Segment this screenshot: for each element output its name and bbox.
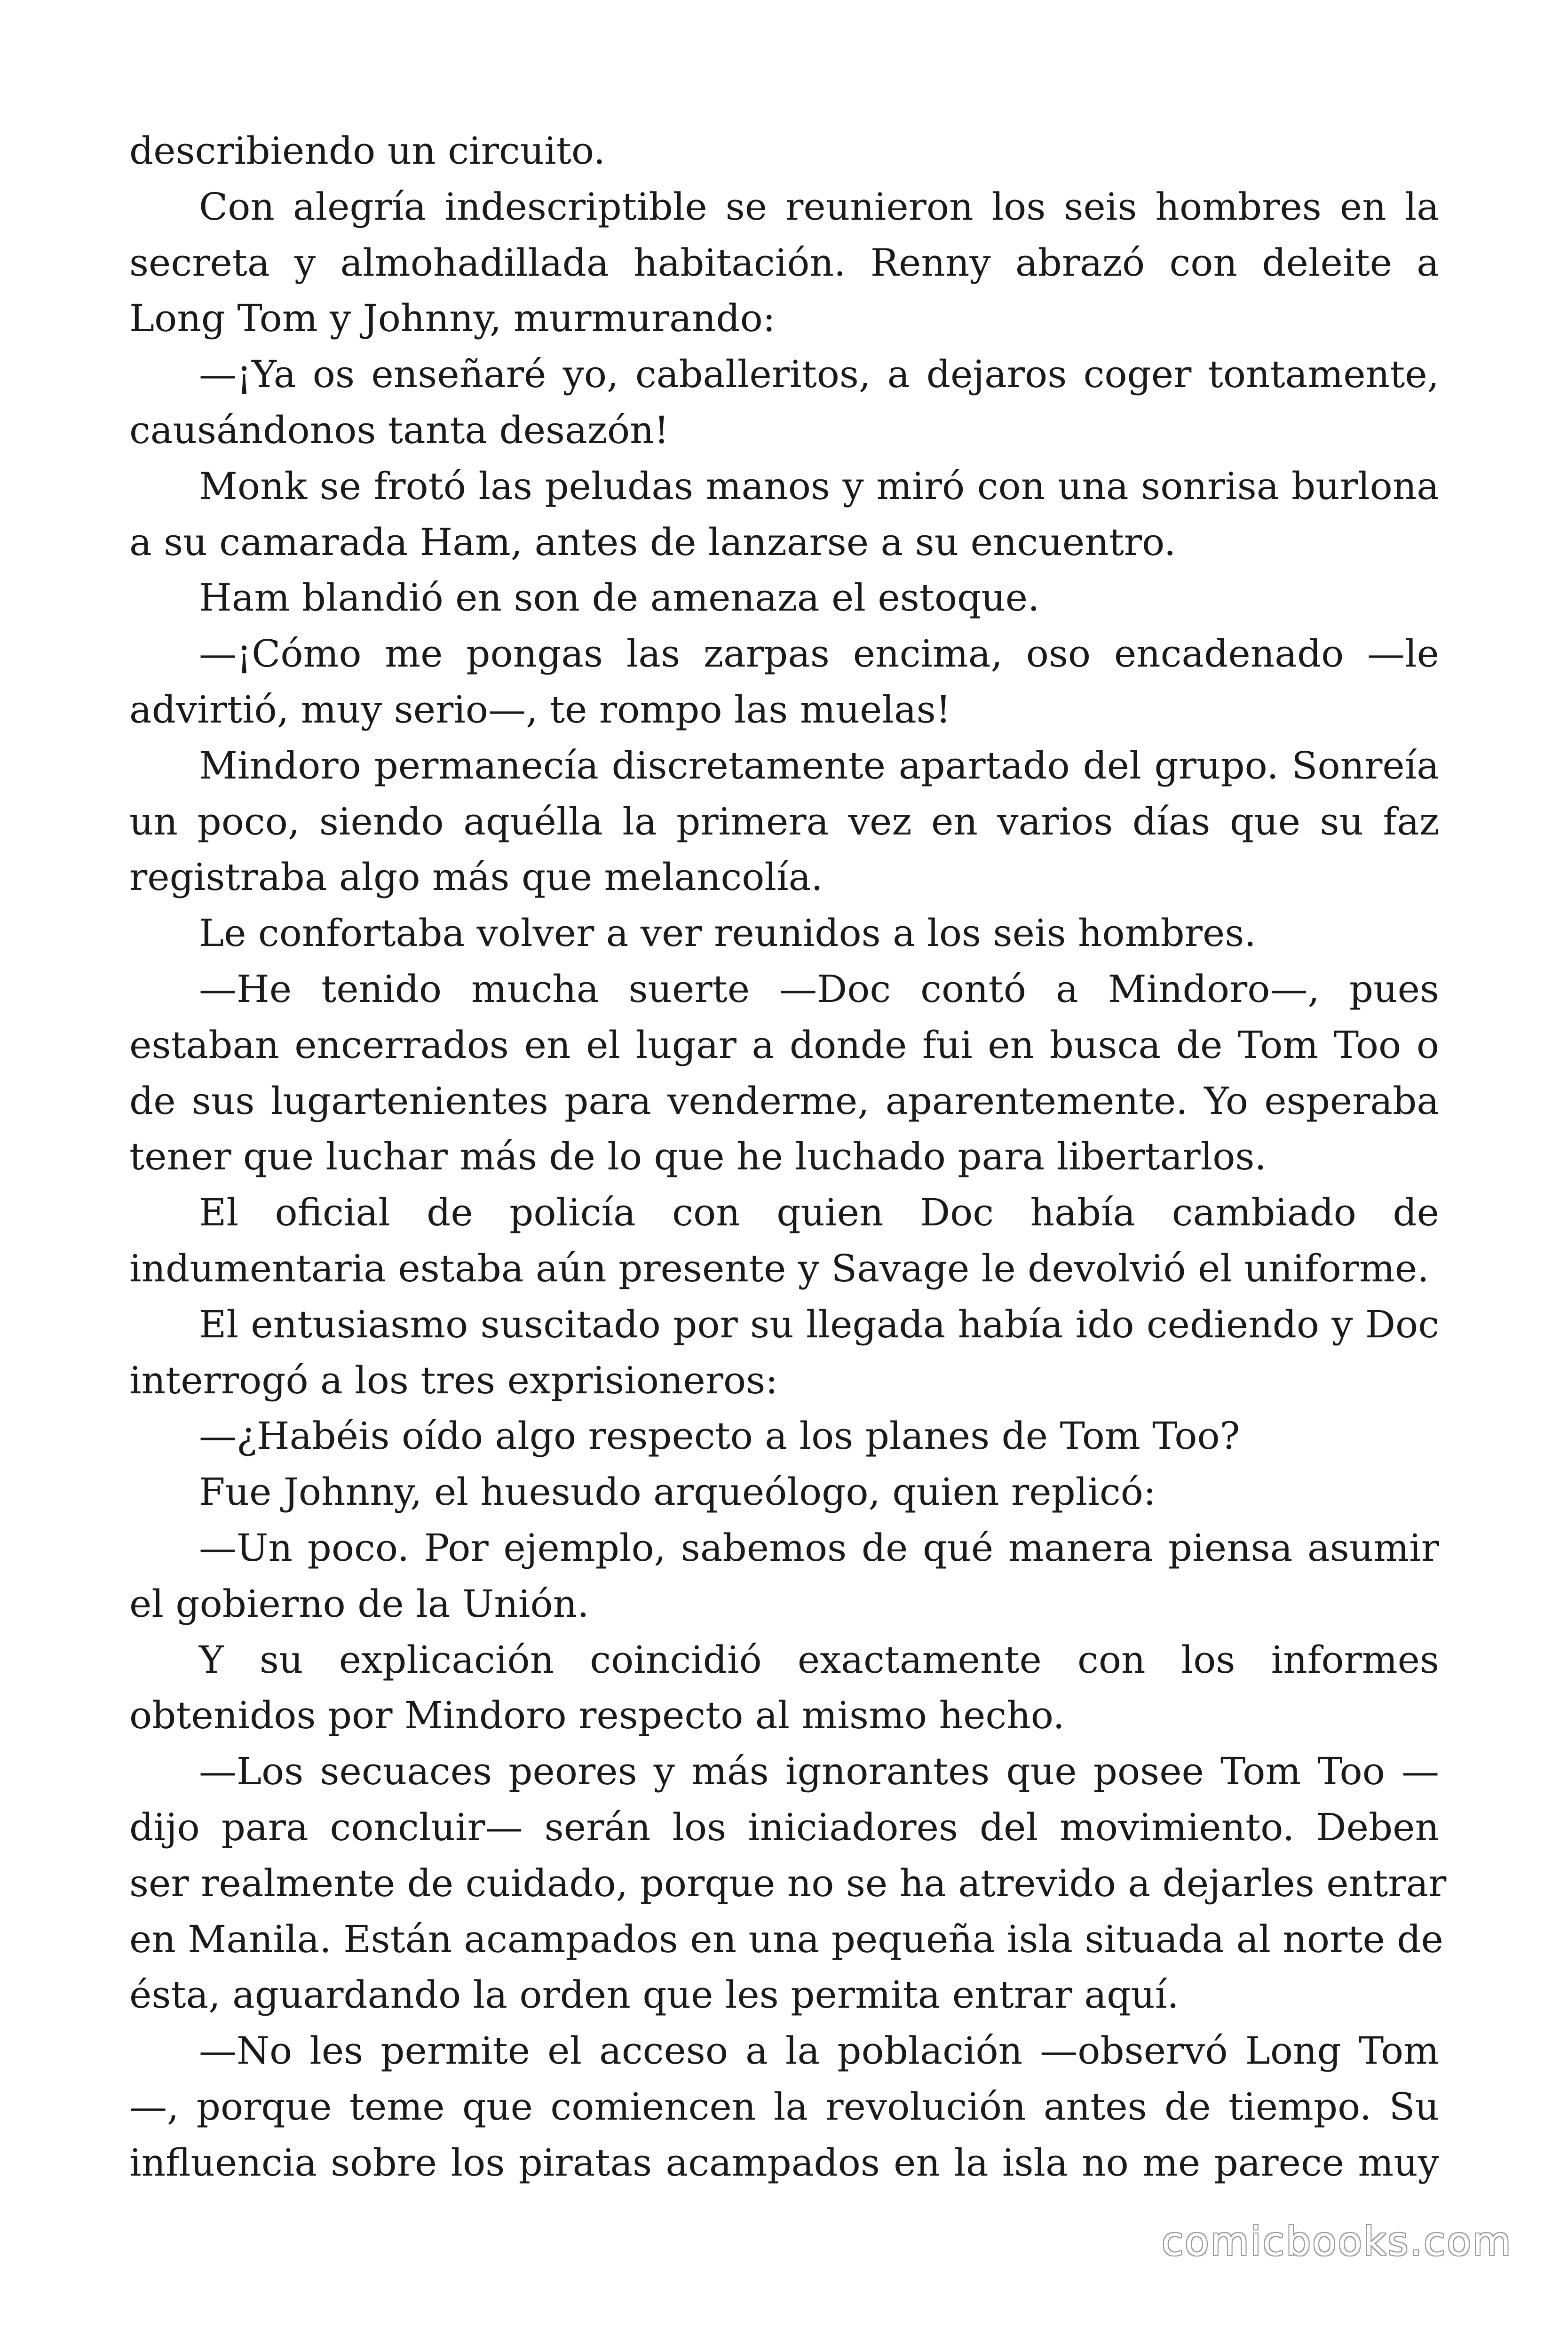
- text-line: obtenidos por Mindoro respecto al mismo hecho.: [129, 1693, 1065, 1738]
- text-line: Y su explicación coincidió exactamente con los informes: [199, 1637, 1439, 1682]
- text-line: el gobierno de la Unión.: [129, 1581, 589, 1626]
- text-line: de sus lugartenientes para venderme, aparentemente. Yo esperaba: [129, 1079, 1439, 1123]
- text-line: ésta, aguardando la orden que les permita entrar aquí.: [129, 1973, 1179, 2017]
- text-line: advirtió, muy serio—, te rompo las muelas!: [129, 687, 951, 731]
- text-line: influencia sobre los piratas acampados en la isla no me parece muy: [129, 2140, 1439, 2185]
- text-line: —Los secuaces peores y más ignorantes que posee Tom Too —: [199, 1749, 1439, 1794]
- text-line: Con alegría indescriptible se reunieron los seis hombres en la: [199, 184, 1439, 229]
- text-line: en Manila. Están acampados en una pequeña isla situada al norte de: [129, 1917, 1443, 1961]
- text-line: registraba algo más que melancolía.: [129, 855, 823, 899]
- text-line: Le confortaba volver a ver reunidos a los seis hombres.: [199, 911, 1256, 955]
- text-line: Long Tom y Johnny, murmurando:: [129, 296, 776, 341]
- text-line: indumentaria estaba aún presente y Savage le devolvió el uniforme.: [129, 1246, 1429, 1290]
- text-line: Ham blandió en son de amenaza el estoque.: [199, 576, 1040, 620]
- text-line: Mindoro permanecía discretamente apartado del grupo. Sonreía: [199, 743, 1439, 787]
- text-line: —Un poco. Por ejemplo, sabemos de qué manera piensa asumir: [199, 1526, 1439, 1570]
- text-line: Fue Johnny, el huesudo arqueólogo, quien replicó:: [199, 1470, 1156, 1514]
- text-line: estaban encerrados en el lugar a donde fui en busca de Tom Too o: [129, 1023, 1439, 1067]
- text-line: interrogó a los tres exprisioneros:: [129, 1358, 778, 1402]
- text-line: —¡Cómo me pongas las zarpas encima, oso encadenado —le: [199, 632, 1439, 676]
- book-page-text: [129, 123, 1447, 2191]
- text-line: ser realmente de cuidado, porque no se ha atrevido a dejarles entrar: [129, 1861, 1447, 1905]
- watermark-logo: comicbooks.com: [1162, 2218, 1513, 2265]
- text-line: El oficial de policía con quien Doc había cambiado de: [199, 1191, 1439, 1235]
- text-line: tener que luchar más de lo que he luchado para libertarlos.: [129, 1135, 1267, 1179]
- text-line: —He tenido mucha suerte —Doc contó a Mindoro—, pues: [199, 967, 1439, 1011]
- text-line: a su camarada Ham, antes de lanzarse a su encuentro.: [129, 520, 1176, 564]
- text-line: Monk se frotó las peludas manos y miró con una sonrisa burlona: [199, 464, 1439, 508]
- text-line: —, porque teme que comiencen la revolución antes de tiempo. Su: [129, 2084, 1439, 2129]
- text-line: —¿Habéis oído algo respecto a los planes de Tom Too?: [199, 1414, 1240, 1458]
- text-line: describiendo un circuito.: [129, 129, 606, 173]
- text-line: un poco, siendo aquélla la primera vez en varios días que su faz: [129, 799, 1439, 843]
- text-line: —No les permite el acceso a la población —observó Long Tom: [199, 2029, 1439, 2073]
- text-line: —¡Ya os enseñaré yo, caballeritos, a dejaros coger tontamente,: [199, 352, 1439, 397]
- text-line: causándonos tanta desazón!: [129, 408, 669, 452]
- text-line: dijo para concluir— serán los iniciadores del movimiento. Deben: [129, 1805, 1439, 1849]
- text-line: El entusiasmo suscitado por su llegada había ido cediendo y Doc: [199, 1302, 1439, 1346]
- text-line: secreta y almohadillada habitación. Renny abrazó con deleite a: [129, 240, 1439, 285]
